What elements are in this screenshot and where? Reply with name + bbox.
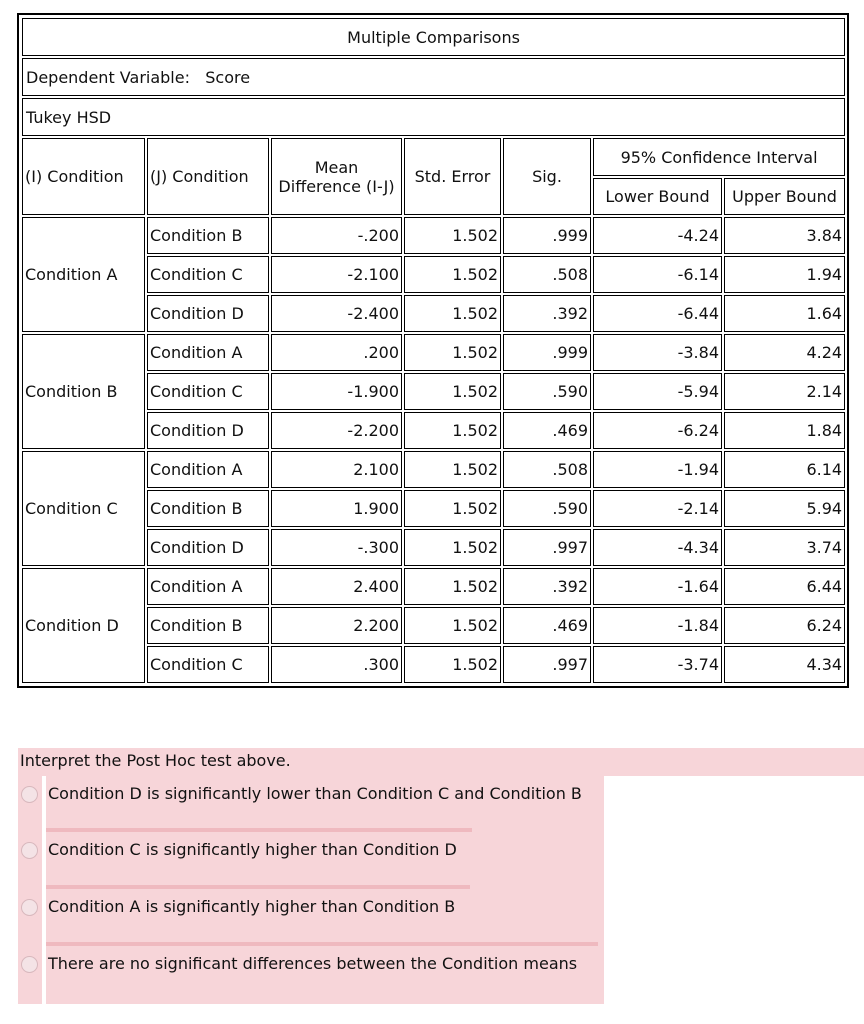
sig-cell: .590 bbox=[503, 490, 591, 527]
lower-bound-cell: -2.14 bbox=[593, 490, 722, 527]
answer-option-3[interactable] bbox=[18, 893, 618, 933]
sig-cell: .392 bbox=[503, 295, 591, 332]
upper-bound-cell: 6.24 bbox=[724, 607, 845, 644]
multiple-comparisons-table bbox=[17, 13, 849, 688]
header-mean-difference bbox=[271, 138, 402, 215]
j-condition-cell: Condition B bbox=[147, 607, 269, 644]
table-row bbox=[22, 607, 845, 644]
mean-difference-cell: .200 bbox=[271, 334, 402, 371]
j-condition-cell: Condition D bbox=[147, 529, 269, 566]
upper-bound-cell: 1.64 bbox=[724, 295, 845, 332]
table-row bbox=[22, 646, 845, 683]
j-condition-cell: Condition C bbox=[147, 256, 269, 293]
question-prompt: Interpret the Post Hoc test above. bbox=[20, 751, 291, 770]
j-condition-cell: Condition D bbox=[147, 295, 269, 332]
std-error-cell: 1.502 bbox=[404, 646, 501, 683]
mean-difference-cell: -.200 bbox=[271, 217, 402, 254]
question-prompt-bar bbox=[18, 748, 864, 776]
mean-difference-cell: 1.900 bbox=[271, 490, 402, 527]
j-condition-cell: Condition B bbox=[147, 217, 269, 254]
answer-option-4[interactable] bbox=[18, 950, 618, 990]
std-error-cell: 1.502 bbox=[404, 490, 501, 527]
mean-difference-cell: 2.100 bbox=[271, 451, 402, 488]
option-separator bbox=[46, 828, 472, 832]
j-condition-cell: Condition C bbox=[147, 373, 269, 410]
header-lower-bound: Lower Bound bbox=[593, 178, 722, 215]
lower-bound-cell: -4.34 bbox=[593, 529, 722, 566]
answer-option-label: Condition C is significantly higher than Condition D bbox=[48, 840, 457, 859]
table-title: Multiple Comparisons bbox=[22, 18, 845, 56]
sig-cell: .392 bbox=[503, 568, 591, 605]
table-row bbox=[22, 256, 845, 293]
std-error-cell: 1.502 bbox=[404, 256, 501, 293]
upper-bound-cell: 3.74 bbox=[724, 529, 845, 566]
table-row bbox=[22, 529, 845, 566]
j-condition-cell: Condition A bbox=[147, 334, 269, 371]
table-row bbox=[22, 490, 845, 527]
lower-bound-cell: -5.94 bbox=[593, 373, 722, 410]
lower-bound-cell: -6.24 bbox=[593, 412, 722, 449]
radio-button-icon[interactable] bbox=[21, 899, 38, 916]
std-error-cell: 1.502 bbox=[404, 412, 501, 449]
upper-bound-cell: 4.24 bbox=[724, 334, 845, 371]
upper-bound-cell: 4.34 bbox=[724, 646, 845, 683]
sig-cell: .508 bbox=[503, 256, 591, 293]
table-row bbox=[22, 412, 845, 449]
std-error-cell: 1.502 bbox=[404, 295, 501, 332]
answer-option-1[interactable] bbox=[18, 780, 618, 820]
answer-option-label: Condition D is significantly lower than Condition C and Condition B bbox=[48, 784, 582, 803]
table-body bbox=[22, 217, 845, 683]
std-error-cell: 1.502 bbox=[404, 451, 501, 488]
mean-difference-cell: -.300 bbox=[271, 529, 402, 566]
lower-bound-cell: -6.14 bbox=[593, 256, 722, 293]
i-condition-cell: Condition B bbox=[22, 334, 145, 449]
upper-bound-cell: 6.44 bbox=[724, 568, 845, 605]
sig-cell: .997 bbox=[503, 646, 591, 683]
header-std-error: Std. Error bbox=[404, 138, 501, 215]
i-condition-cell: Condition C bbox=[22, 451, 145, 566]
sig-cell: .469 bbox=[503, 412, 591, 449]
upper-bound-cell: 5.94 bbox=[724, 490, 845, 527]
sig-cell: .590 bbox=[503, 373, 591, 410]
header-mean-line2: Difference (I-J) bbox=[278, 176, 395, 196]
table-row bbox=[22, 295, 845, 332]
sig-cell: .999 bbox=[503, 217, 591, 254]
dependent-variable-label: Dependent Variable: Score bbox=[22, 58, 845, 96]
mean-difference-cell: -2.400 bbox=[271, 295, 402, 332]
radio-button-icon[interactable] bbox=[21, 842, 38, 859]
mean-difference-cell: -2.100 bbox=[271, 256, 402, 293]
lower-bound-cell: -4.24 bbox=[593, 217, 722, 254]
upper-bound-cell: 1.94 bbox=[724, 256, 845, 293]
option-separator bbox=[46, 885, 470, 889]
j-condition-cell: Condition A bbox=[147, 568, 269, 605]
lower-bound-cell: -3.74 bbox=[593, 646, 722, 683]
header-upper-bound: Upper Bound bbox=[724, 178, 845, 215]
header-i-condition: (I) Condition bbox=[22, 138, 145, 215]
upper-bound-cell: 6.14 bbox=[724, 451, 845, 488]
upper-bound-cell: 3.84 bbox=[724, 217, 845, 254]
table-row bbox=[22, 373, 845, 410]
std-error-cell: 1.502 bbox=[404, 607, 501, 644]
answer-option-2[interactable] bbox=[18, 836, 618, 876]
mean-difference-cell: 2.200 bbox=[271, 607, 402, 644]
std-error-cell: 1.502 bbox=[404, 334, 501, 371]
table-row bbox=[22, 334, 845, 371]
lower-bound-cell: -1.84 bbox=[593, 607, 722, 644]
j-condition-cell: Condition D bbox=[147, 412, 269, 449]
sig-cell: .508 bbox=[503, 451, 591, 488]
table-row bbox=[22, 217, 845, 254]
header-j-condition: (J) Condition bbox=[147, 138, 269, 215]
sig-cell: .469 bbox=[503, 607, 591, 644]
j-condition-cell: Condition A bbox=[147, 451, 269, 488]
lower-bound-cell: -1.94 bbox=[593, 451, 722, 488]
table-row bbox=[22, 568, 845, 605]
mean-difference-cell: -1.900 bbox=[271, 373, 402, 410]
answer-option-label: There are no significant differences between the Condition means bbox=[48, 954, 578, 973]
sig-cell: .997 bbox=[503, 529, 591, 566]
method-label: Tukey HSD bbox=[22, 98, 845, 136]
j-condition-cell: Condition C bbox=[147, 646, 269, 683]
mean-difference-cell: 2.400 bbox=[271, 568, 402, 605]
header-sig: Sig. bbox=[503, 138, 591, 215]
table-row bbox=[22, 451, 845, 488]
lower-bound-cell: -6.44 bbox=[593, 295, 722, 332]
option-separator bbox=[46, 942, 598, 946]
upper-bound-cell: 1.84 bbox=[724, 412, 845, 449]
radio-button-icon[interactable] bbox=[21, 956, 38, 973]
lower-bound-cell: -1.64 bbox=[593, 568, 722, 605]
header-confidence-interval: 95% Confidence Interval bbox=[593, 138, 845, 176]
mean-difference-cell: .300 bbox=[271, 646, 402, 683]
i-condition-cell: Condition D bbox=[22, 568, 145, 683]
upper-bound-cell: 2.14 bbox=[724, 373, 845, 410]
answer-option-label: Condition A is significantly higher than Condition B bbox=[48, 897, 456, 916]
std-error-cell: 1.502 bbox=[404, 529, 501, 566]
std-error-cell: 1.502 bbox=[404, 568, 501, 605]
radio-button-icon[interactable] bbox=[21, 786, 38, 803]
sig-cell: .999 bbox=[503, 334, 591, 371]
lower-bound-cell: -3.84 bbox=[593, 334, 722, 371]
mean-difference-cell: -2.200 bbox=[271, 412, 402, 449]
j-condition-cell: Condition B bbox=[147, 490, 269, 527]
header-mean-line1: Mean bbox=[314, 157, 359, 177]
std-error-cell: 1.502 bbox=[404, 373, 501, 410]
std-error-cell: 1.502 bbox=[404, 217, 501, 254]
i-condition-cell: Condition A bbox=[22, 217, 145, 332]
